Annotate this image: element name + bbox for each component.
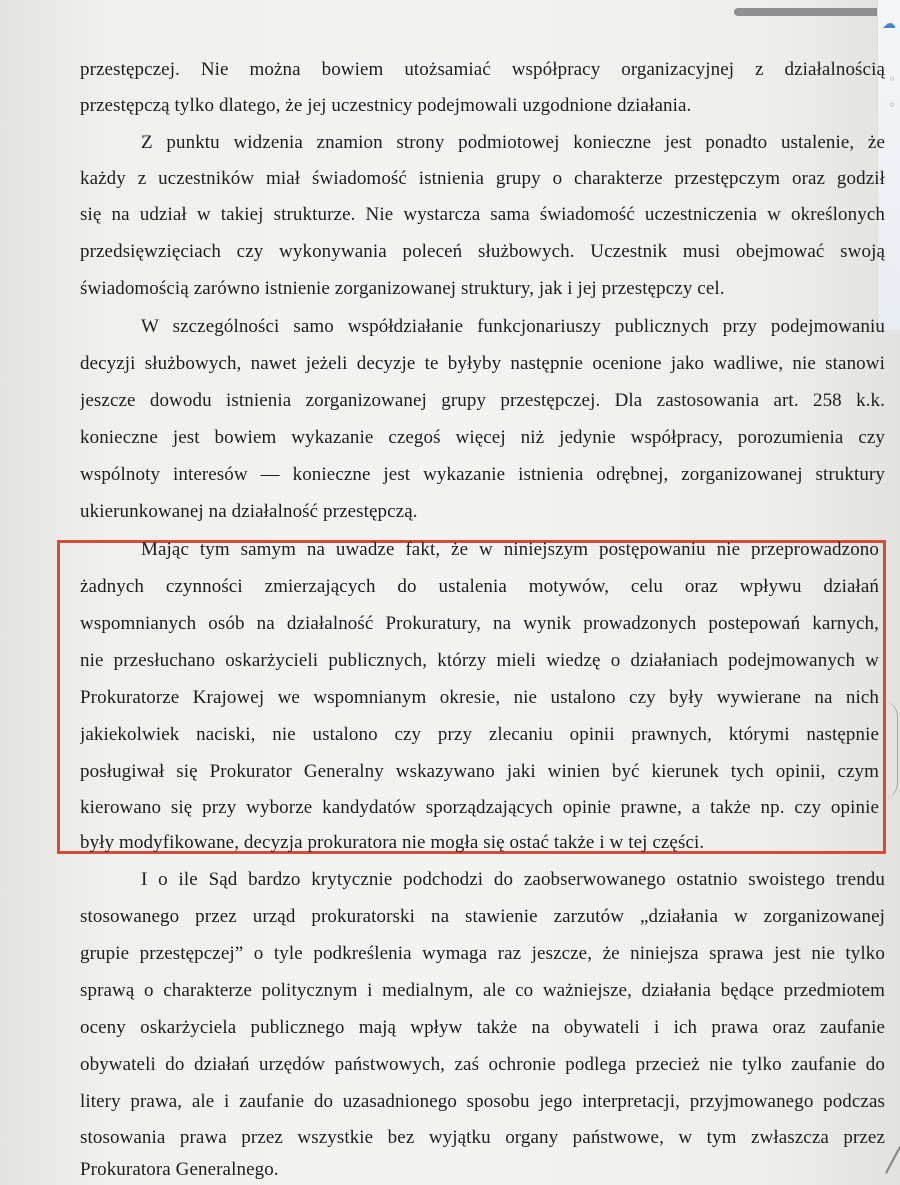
paragraph-3-line-6: ukierunkowanej na działalność przestępczą. [80, 501, 418, 522]
paragraph-3-line-5: wspólnoty interesów — konieczne jest wykazanie istnienia odrębnej, zorganizowanej struktury [80, 464, 885, 485]
highlighted-paragraph-line-2: żadnych czynności zmierzających do ustalenia motywów, celu oraz wpływu działań [80, 576, 879, 597]
highlighted-paragraph-line-4: nie przesłuchano oskarżycieli publicznych, którzy mieli wiedzę o działaniach podejmowanych w [80, 650, 879, 671]
paragraph-3-line-1: W szczególności samo współdziałanie funkcjonariuszy publicznych przy podejmowaniu [141, 316, 885, 337]
paragraph-5-line-4: sprawą o charakterze politycznym i medialnym, ale co ważniejsze, działania będące przedmiotem [80, 980, 885, 1001]
highlighted-paragraph-line-9: były modyfikowane, decyzja prokuratora nie mogła się ostać także i w tej części. [80, 832, 705, 853]
paragraph-5-line-3: grupie przestępczej” o tyle podkreślenia wymaga raz jeszcze, że niniejsza sprawa jest nie tylko [80, 943, 885, 964]
paragraph-2-line-1: Z punktu widzenia znamion strony podmiotowej konieczne jest ponadto ustalenie, że [141, 132, 885, 153]
adjacent-app-icon: ☁ [882, 16, 896, 32]
paragraph-2-line-4: przedsięwzięciach czy wykonywania poleceń służbowych. Uczestnik musi obejmować swoją [80, 241, 885, 262]
corner-pen-stroke [885, 1146, 900, 1173]
paragraph-1-line-2: przestępczą tylko dlatego, że jej uczestnicy podejmowali uzgodnione działania. [80, 95, 692, 116]
paragraph-5-line-8: stosowania prawa przez wszystkie bez wyjątku organy państwowe, w tym zwłaszcza przez [80, 1127, 885, 1148]
paragraph-5-line-7: litery prawa, ale i zaufanie do uzasadnionego sposobu jego interpretacji, przyjmowanego podczas [80, 1091, 885, 1112]
highlighted-paragraph-line-3: wspomnianych osób na działalność Prokuratury, na wynik prowadzonych postepowań karnych, [80, 613, 879, 634]
paragraph-2-line-2: każdy z uczestników miał świadomość istnienia grupy o charakterze przestępczym oraz godził [80, 168, 885, 189]
paragraph-3-line-4: konieczne jest bowiem wykazanie czegoś więcej niż jedynie współpracy, porozumienia czy [80, 427, 885, 448]
paragraph-3-line-3: jeszcze dowodu istnienia zorganizowanej grupy przestępczej. Dla zastosowania art. 258 k.k. [80, 390, 885, 411]
adjacent-fragment-icon: ◦ [888, 72, 896, 86]
highlighted-paragraph-line-5: Prokuratorze Krajowej we wspomnianym okresie, nie ustalono czy były wywierane na nich [80, 687, 879, 708]
paragraph-5-line-9: Prokuratora Generalnego. [80, 1159, 279, 1180]
paragraph-2-line-5: świadomością zarówno istnienie zorganizowanej struktury, jak i jej przestępczy cel. [80, 278, 725, 299]
highlighted-paragraph-line-8: kierowano się przy wyborze kandydatów sporządzających opinie prawne, a także np. czy opinie [80, 797, 879, 818]
highlighted-paragraph-line-1: Mając tym samym na uwadze fakt, że w niniejszym postępowaniu nie przeprowadzono [141, 539, 879, 560]
paragraph-5-line-2: stosowanego przez urząd prokuratorski na stawienie zarzutów „działania w zorganizowanej [80, 906, 885, 927]
paragraph-5-line-5: oceny oskarżyciela publicznego mają wpływ także na obywateli i ich prawa oraz zaufanie [80, 1017, 885, 1038]
adjacent-fragment-icon: ◦ [888, 98, 896, 112]
margin-handwritten-mark [881, 700, 898, 800]
paragraph-5-line-6: obywateli do działań urzędów państwowych, zaś ochronie podlega przecież nie tylko zaufanie do [80, 1054, 885, 1075]
highlighted-paragraph-line-6: jakiekolwiek naciski, nie ustalono czy przy zlecaniu opinii prawnych, którymi następnie [80, 724, 879, 745]
paragraph-1-line-1: przestępczej. Nie można bowiem utożsamiać współpracy organizacyjnej z działalnością [80, 59, 885, 80]
paragraph-2-line-3: się na udział w takiej strukturze. Nie wystarcza sama świadomość uczestniczenia w określonych [80, 204, 885, 225]
paragraph-5-line-1: I o ile Sąd bardzo krytycznie podchodzi do zaobserwowanego ostatnio swoistego trendu [141, 869, 885, 890]
scroll-indicator[interactable] [734, 8, 894, 16]
highlighted-paragraph-line-7: posługiwał się Prokurator Generalny wskazywano jaki winien być kierunek tych opinii, czym [80, 761, 879, 782]
paragraph-3-line-2: decyzji służbowych, nawet jeżeli decyzje te byłyby następnie ocenione jako wadliwe, nie stanowi [80, 353, 885, 374]
